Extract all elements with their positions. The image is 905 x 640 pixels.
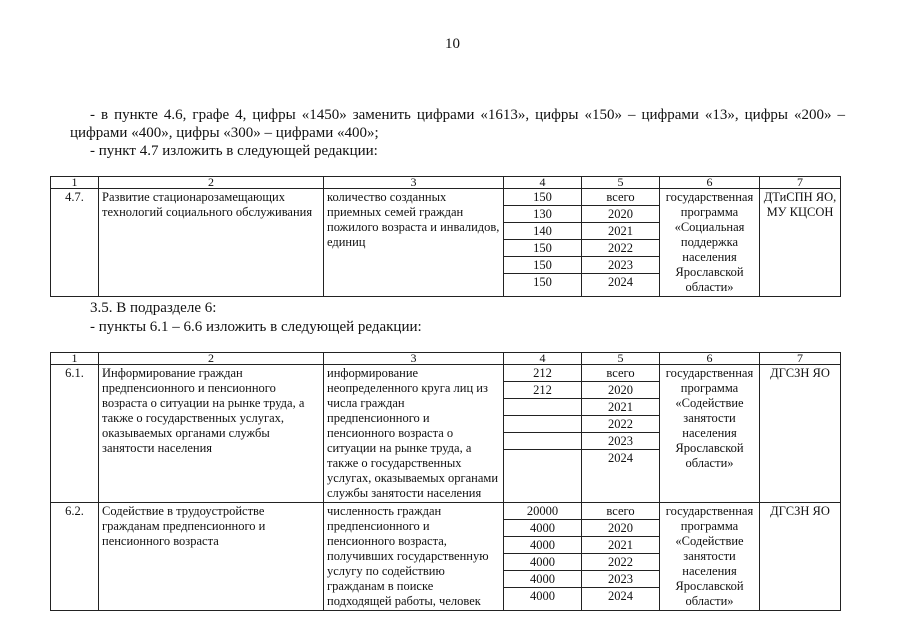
table-row [51,189,841,297]
year-cell: 2022 [582,416,659,433]
year-cell: всего [582,365,659,382]
row-source-program: государственная программа «Содействие занятости населения Ярославской области» [660,365,760,503]
year-cell: 2021 [582,399,659,416]
value-cell: 150 [533,275,552,289]
table-section-6 [50,352,841,611]
value-cell [504,416,581,433]
year-cell: 2022 [582,240,659,257]
header-cell: 1 [51,177,99,189]
header-cell: 2 [99,177,324,189]
row-activity-name: Развитие стационарозамещающих технологий социального обслуживания [99,189,324,297]
header-cell: 4 [504,353,582,365]
year-cell: 2024 [608,275,633,289]
value-cell [504,433,581,450]
value-cell: 4000 [504,520,581,537]
header-cell: 6 [660,177,760,189]
row-executor: ДГСЗН ЯО [760,365,841,503]
value-cell: 212 [504,365,581,382]
header-cell: 5 [582,353,660,365]
row-years [582,365,660,503]
row-indicator: численность граждан предпенсионного и пенсионного возраста, получивших государственную услугу по содействию гражданам в поиске подходящей работы, человек [324,503,504,611]
year-cell: 2023 [582,257,659,274]
table-header-row [51,353,841,365]
paragraph-subsection-6: 3.5. В подразделе 6: [90,300,217,316]
header-cell: 7 [760,177,841,189]
year-cell: 2023 [582,433,659,450]
row-activity-name: Информирование граждан предпенсионного и пенсионного возраста о ситуации на рынке труда, а также о государственных услугах, оказываемых органами службы занятости населения [99,365,324,503]
header-cell: 4 [504,177,582,189]
value-cell: 4000 [504,571,581,588]
value-cell: 150 [504,189,581,206]
paragraph-amendment-4-6: - в пункте 4.6, графе 4, цифры «1450» заменить цифрами «1613», цифры «150» – цифрами «13», цифры «200» – цифрами «400», цифры «300» – цифрами «400»; [70,107,845,141]
value-cell [504,399,581,416]
year-cell: 2023 [582,571,659,588]
value-cell: 212 [504,382,581,399]
value-cell: 130 [504,206,581,223]
table-section-4 [50,176,841,297]
row-executor: ДТиСПН ЯО, МУ КЦСОН [760,189,841,297]
row-values [504,503,582,611]
row-values [504,189,582,297]
value-cell [504,450,581,466]
row-number: 6.1. [51,365,99,503]
row-values [504,365,582,503]
table-header-row [51,177,841,189]
year-cell: всего [582,189,659,206]
year-cell: всего [582,503,659,520]
value-cell: 4000 [504,537,581,554]
row-years [582,189,660,297]
header-cell: 3 [324,353,504,365]
value-cell: 4000 [504,554,581,571]
row-number: 4.7. [51,189,99,297]
row-indicator: количество созданных приемных семей граждан пожилого возраста и инвалидов, единиц [324,189,504,297]
paragraph-points-6-1-6-6: - пункты 6.1 – 6.6 изложить в следующей редакции: [90,319,422,335]
year-cell: 2020 [582,520,659,537]
year-cell: 2020 [582,382,659,399]
table-row [51,365,841,503]
row-source-program: государственная программа «Социальная поддержка населения Ярославской области» [660,189,760,297]
value-cell: 150 [504,240,581,257]
year-cell: 2024 [608,589,633,603]
header-cell: 6 [660,353,760,365]
row-indicator: информирование неопределенного круга лиц из числа граждан предпенсионного и пенсионного возраста о ситуации на рынке труда, а также о государственных услугах, оказываемых органами службы занятости населения [324,365,504,503]
value-cell: 140 [504,223,581,240]
value-cell: 150 [504,257,581,274]
paragraph-point-4-7: - пункт 4.7 изложить в следующей редакции: [90,143,378,159]
year-cell: 2021 [582,223,659,240]
table-row [51,503,841,611]
row-number: 6.2. [51,503,99,611]
value-cell: 4000 [530,589,555,603]
row-activity-name: Содействие в трудоустройстве гражданам предпенсионного и пенсионного возраста [99,503,324,611]
row-source-program: государственная программа «Содействие занятости населения Ярославской области» [660,503,760,611]
row-years [582,503,660,611]
page-number: 10 [445,36,460,52]
year-cell: 2022 [582,554,659,571]
header-cell: 7 [760,353,841,365]
header-cell: 2 [99,353,324,365]
year-cell: 2024 [608,451,633,465]
year-cell: 2020 [582,206,659,223]
header-cell: 1 [51,353,99,365]
year-cell: 2021 [582,537,659,554]
header-cell: 3 [324,177,504,189]
value-cell: 20000 [504,503,581,520]
header-cell: 5 [582,177,660,189]
row-executor: ДГСЗН ЯО [760,503,841,611]
